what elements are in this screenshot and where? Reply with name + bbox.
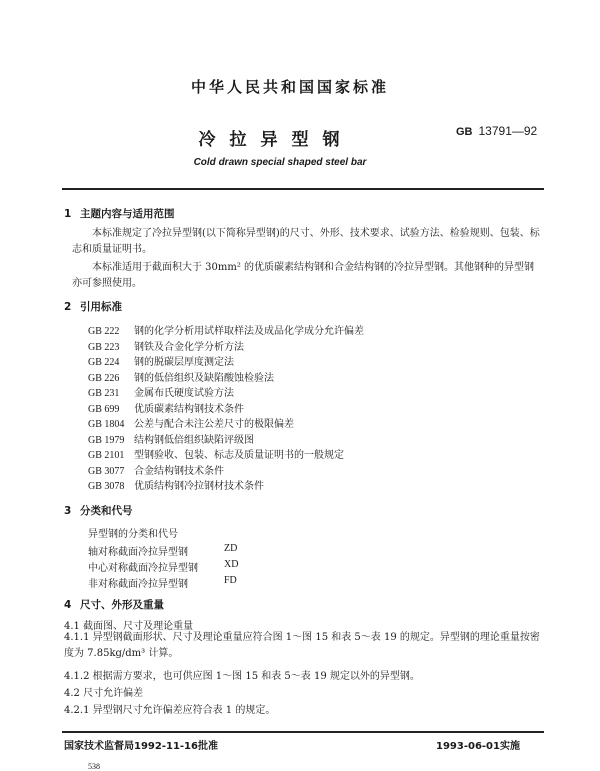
reference-code: GB 224 — [88, 357, 120, 368]
section-number: 4 — [64, 599, 72, 611]
reference-code: GB 223 — [88, 341, 120, 353]
section-1-paragraph-1: 本标准规定了冷拉异型钢(以下简称异型钢)的尺寸、外形、技术要求、试验方法、检验规则、包装、标志和质量证明书。 — [72, 228, 540, 255]
classification-code: ZD — [224, 543, 238, 554]
reference-item — [88, 462, 224, 477]
classification-code: FD — [224, 575, 237, 586]
reference-title: 优质结构钢冷拉钢材技术条件 — [134, 481, 264, 492]
standard-prefix: GB — [456, 126, 473, 138]
reference-item — [88, 384, 234, 399]
classification-intro: 异型钢的分类和代号 — [88, 529, 178, 540]
reference-title: 钢铁及合金化学分析方法 — [134, 341, 244, 353]
section-number: 1 — [64, 208, 72, 220]
reference-item — [88, 477, 264, 492]
clause-4-1-1: 4.1.1 异型钢截面形状、尺寸及理论重量应符合图 1～图 15 和表 5～表 19 的规定。异型钢的理论重量按密度为 7.85kg/dm³ 计算。 — [64, 632, 540, 659]
reference-code: GB 3077 — [88, 465, 125, 477]
section-3-heading — [64, 503, 133, 518]
section-number: 3 — [64, 505, 72, 517]
section-number: 2 — [64, 301, 72, 313]
footer-divider — [62, 731, 544, 733]
reference-item — [88, 338, 244, 353]
reference-item — [88, 415, 294, 430]
standard-code — [456, 124, 537, 138]
reference-title: 优质碳素结构钢技术条件 — [134, 403, 244, 415]
reference-code: GB 231 — [88, 388, 120, 399]
reference-title: 公差与配合未注公差尺寸的极限偏差 — [134, 419, 294, 430]
section-1-heading — [64, 206, 175, 221]
reference-item — [88, 369, 274, 384]
reference-item — [88, 431, 254, 446]
reference-item — [88, 400, 244, 415]
reference-title: 金属布氏硬度试验方法 — [134, 388, 234, 399]
header-divider — [62, 188, 544, 190]
clause-4-1-2: 4.1.2 根据需方要求，也可供应图 1～图 15 和表 5～表 19 规定以外的异型钢。 — [64, 671, 420, 682]
reference-title: 合金结构钢技术条件 — [134, 465, 224, 477]
reference-code: GB 699 — [88, 403, 120, 415]
reference-code: GB 1804 — [88, 419, 125, 430]
reference-title: 钢的化学分析用试样取样法及成品化学成分允许偏差 — [134, 326, 364, 337]
clause-4-2-1: 4.2.1 异型钢尺寸允许偏差应符合表 1 的规定。 — [64, 705, 276, 716]
issuing-body-title: 中华人民共和国国家标准 — [190, 78, 389, 96]
reference-title: 结构钢低倍组织缺陷评级图 — [134, 434, 254, 446]
reference-item — [88, 446, 344, 461]
page-number: 538 — [88, 762, 100, 771]
reference-code: GB 3078 — [88, 481, 125, 492]
classification-name: 非对称截面冷拉异型钢 — [88, 579, 188, 590]
section-1-paragraph-2: 本标准适用于截面积大于 30mm² 的优质碳素结构钢和合金结构钢的冷拉异型钢。其他钢种的异型钢亦可参照使用。 — [72, 262, 535, 289]
approval-date: 国家技术监督局1992-11-16批准 — [64, 741, 218, 752]
section-title: 尺寸、外形及重量 — [80, 599, 164, 611]
clause-4-1: 4.1 截面图、尺寸及理论重量 — [64, 621, 194, 632]
clause-4-2: 4.2 尺寸允许偏差 — [64, 688, 144, 699]
reference-code: GB 2101 — [88, 450, 125, 461]
section-title: 分类和代号 — [80, 505, 133, 517]
section-2-heading — [64, 299, 122, 314]
classification-name: 中心对称截面冷拉异型钢 — [88, 563, 198, 574]
english-title: Cold drawn special shaped steel bar — [193, 157, 367, 168]
section-title: 引用标准 — [80, 301, 122, 313]
effective-date: 1993-06-01实施 — [436, 741, 520, 752]
section-4-heading — [64, 597, 164, 612]
reference-code: GB 226 — [88, 372, 120, 384]
classification-code: XD — [224, 559, 239, 570]
reference-code: GB 222 — [88, 326, 120, 337]
standard-number: 13791—92 — [478, 124, 538, 138]
reference-code: GB 1979 — [88, 434, 125, 446]
reference-title: 钢的低倍组织及缺陷酸蚀检验法 — [134, 372, 274, 384]
reference-item — [88, 322, 364, 337]
section-title: 主题内容与适用范围 — [80, 208, 175, 220]
standard-title: 冷拉异型钢 — [198, 130, 354, 150]
reference-item — [88, 353, 234, 368]
reference-title: 型钢验收、包装、标志及质量证明书的一般规定 — [134, 450, 344, 461]
classification-name: 轴对称截面冷拉异型钢 — [88, 547, 188, 558]
reference-title: 钢的脱碳层厚度测定法 — [134, 357, 234, 368]
